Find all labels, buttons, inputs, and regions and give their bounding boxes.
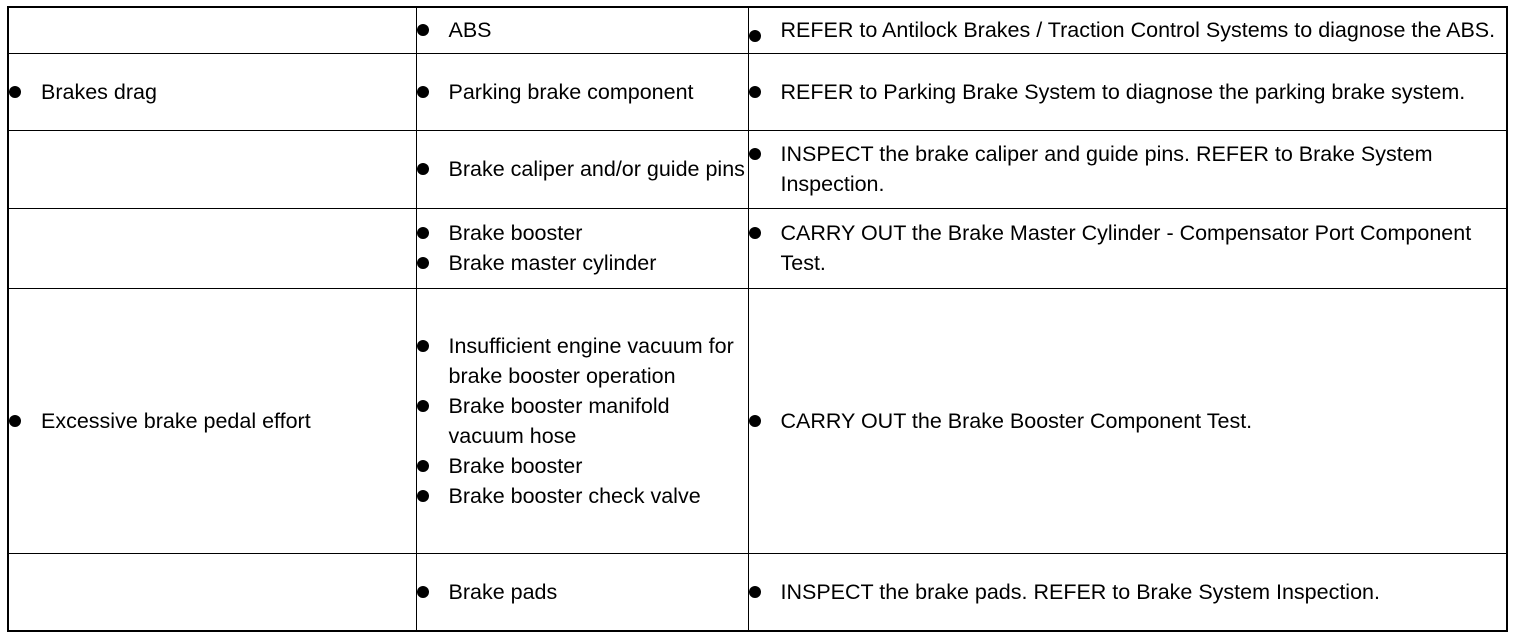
bullet-icon: [417, 163, 429, 175]
action-text: CARRY OUT the Brake Master Cylinder - Compensator Port Component Test.: [780, 221, 1472, 275]
action-cell: [748, 553, 1507, 631]
list-item: [749, 218, 1507, 278]
condition-cell: [8, 7, 416, 53]
cause-text: Brake booster check valve: [448, 483, 701, 508]
list-item: [417, 481, 748, 511]
cause-cell: [416, 208, 748, 288]
list-item: [749, 77, 1507, 107]
cause-cell: [416, 553, 748, 631]
table-row: [8, 208, 1507, 288]
bullet-icon: [749, 415, 761, 427]
action-cell: [748, 208, 1507, 288]
condition-text: Brakes drag: [41, 79, 157, 104]
condition-cell: [8, 288, 416, 553]
cause-text: Brake booster: [448, 221, 583, 245]
bullet-icon: [417, 86, 429, 98]
bullet-icon: [417, 490, 429, 502]
cause-text: Brake caliper and/or guide pins: [448, 157, 745, 181]
bullet-icon: [9, 86, 21, 98]
cause-cell: [416, 53, 748, 130]
table-row: [8, 553, 1507, 631]
cause-cell: [416, 130, 748, 208]
bullet-icon: [417, 24, 429, 36]
bullet-icon: [9, 415, 21, 427]
action-cell: [748, 130, 1507, 208]
action-text: REFER to Antilock Brakes / Traction Control Systems to diagnose the ABS.: [780, 17, 1496, 42]
bullet-icon: [749, 227, 761, 239]
cause-text: Brake pads: [448, 579, 558, 604]
list-item: [417, 77, 748, 107]
action-cell: [748, 288, 1507, 553]
cause-cell: [416, 288, 748, 553]
bullet-icon: [749, 586, 761, 598]
list-item: [9, 77, 416, 107]
list-item: [749, 17, 1507, 42]
condition-cell: [8, 53, 416, 130]
cause-text: Parking brake component: [448, 79, 694, 104]
bullet-icon: [417, 257, 429, 269]
list-item: [417, 218, 748, 248]
list-item: [9, 406, 416, 436]
action-cell: [748, 7, 1507, 53]
bullet-icon: [417, 586, 429, 598]
list-item: [417, 331, 748, 391]
condition-cell: [8, 208, 416, 288]
cause-text: ABS: [448, 18, 492, 43]
action-text: CARRY OUT the Brake Booster Component Test.: [780, 408, 1253, 433]
list-item: [749, 406, 1507, 436]
cause-text: Brake master cylinder: [448, 251, 657, 275]
bullet-icon: [417, 460, 429, 472]
list-item: [417, 451, 748, 481]
list-item: [417, 577, 748, 607]
list-item: [417, 248, 748, 278]
cause-text: Brake booster manifold vacuum hose: [448, 393, 670, 448]
action-cell: [748, 53, 1507, 130]
bullet-icon: [749, 148, 761, 160]
action-text: REFER to Parking Brake System to diagnose the parking brake system.: [780, 79, 1466, 104]
cause-text: Brake booster: [448, 453, 583, 478]
table-row: [8, 288, 1507, 553]
table-row: [8, 53, 1507, 130]
list-item: [417, 154, 748, 184]
table-row: [8, 7, 1507, 53]
list-item: [749, 577, 1507, 607]
condition-cell: [8, 553, 416, 631]
condition-cell: [8, 130, 416, 208]
diagnosis-table: [7, 6, 1508, 632]
list-item: [417, 391, 748, 451]
cause-text: Insufficient engine vacuum for brake booster operation: [448, 333, 734, 388]
bullet-icon: [749, 30, 761, 42]
bullet-icon: [417, 400, 429, 412]
action-text: INSPECT the brake caliper and guide pins. REFER to Brake System Inspection.: [780, 142, 1433, 196]
bullet-icon: [749, 86, 761, 98]
cause-cell: [416, 7, 748, 53]
bullet-icon: [417, 227, 429, 239]
table-row: [8, 130, 1507, 208]
condition-text: Excessive brake pedal effort: [41, 408, 311, 433]
list-item: [749, 139, 1507, 199]
action-text: INSPECT the brake pads. REFER to Brake System Inspection.: [780, 579, 1380, 604]
list-item: [417, 15, 748, 45]
bullet-icon: [417, 340, 429, 352]
